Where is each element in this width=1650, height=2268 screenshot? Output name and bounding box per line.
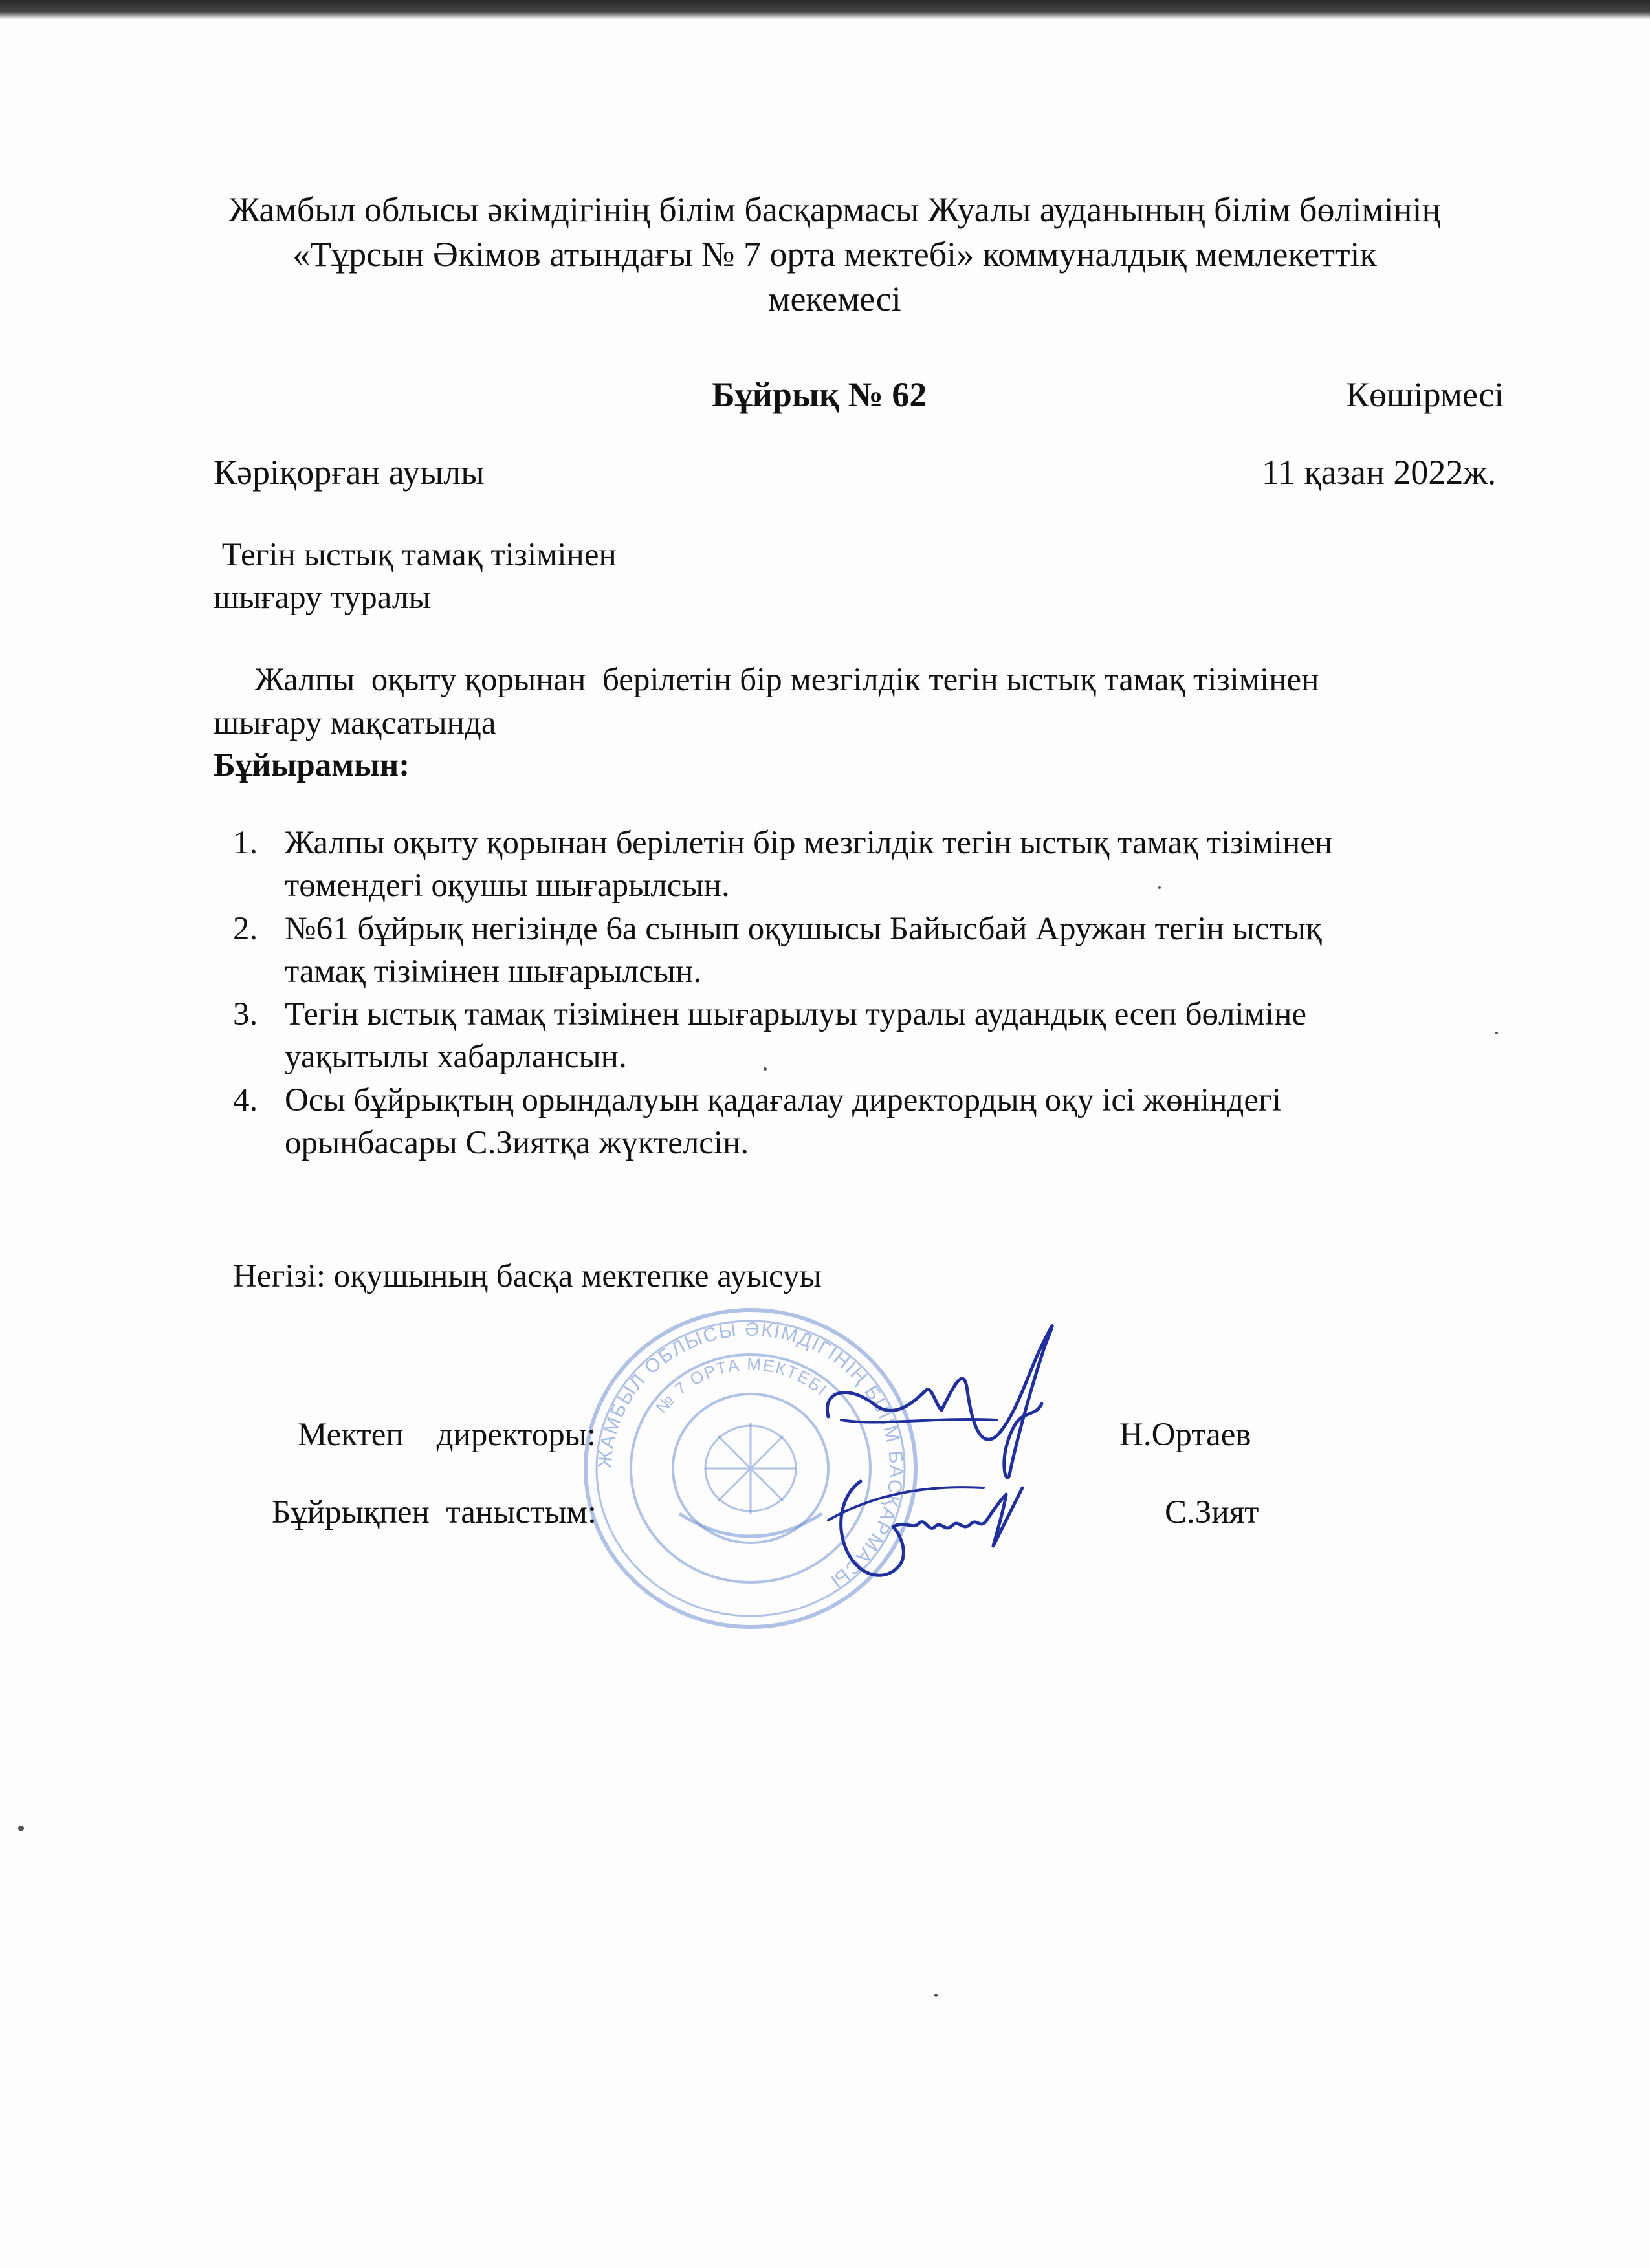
stamp-inner-text: № 7 ОРТА МЕКТЕБІ — [651, 1354, 832, 1417]
order-title: Бұйрық № 62 — [712, 375, 927, 414]
scan-speck — [18, 1826, 24, 1831]
item-line: тамақ тізімінен шығарылсын. — [285, 953, 702, 990]
stamp-ring-text: ЖАМБЫЛ ОБЛЫСЫ ӘКІМДІГІНІҢ БІЛІМ БАСҚАРМАСЫ — [594, 1318, 907, 1593]
director-label: Мектеп директоры: — [298, 1417, 597, 1453]
order-items — [214, 822, 1527, 1164]
copy-label: Көшірмесі — [1346, 375, 1504, 414]
command-heading: Бұйырамын: — [214, 747, 410, 783]
item-line: №61 бұйрық негізінде 6а сынып оқушысы Байысбай Аружан тегін ыстық — [285, 910, 1322, 947]
item-line: төмендегі оқушы шығарылсын. — [285, 867, 730, 904]
subject-line-1: Тегін ыстық тамақ тізімінен — [214, 537, 617, 573]
item-line: орынбасары С.Зиятқа жүктелсін. — [285, 1125, 749, 1162]
preamble-line-1: Жалпы оқыту қорынан берілетін бір мезгілдік тегін ыстық тамақ тізімінен — [214, 662, 1319, 698]
basis-note: Негізі: оқушының басқа мектепке ауысуы — [233, 1258, 822, 1294]
header-line-3: мекемесі — [768, 279, 901, 319]
item-line: Тегін ыстық тамақ тізімінен шығарылуы туралы аудандық есеп бөліміне — [285, 996, 1307, 1033]
item-number: 3. — [233, 996, 258, 1033]
preamble-line-2: шығару мақсатында — [214, 705, 496, 741]
item-line: Осы бұйрықтың орындалуын қадағалау директордың оқу ісі жөніндегі — [285, 1082, 1282, 1118]
acknowledged-label: Бұйрықпен таныстым: — [272, 1494, 597, 1531]
director-name: Н.Ортаев — [1119, 1417, 1251, 1453]
scan-speck — [934, 1994, 938, 1997]
list-item — [214, 822, 1527, 908]
organization-header — [194, 188, 1475, 322]
list-item — [214, 993, 1527, 1079]
list-item — [214, 908, 1527, 994]
subject-line-2: шығару туралы — [214, 580, 431, 616]
order-date: 11 қазан 2022ж. — [1262, 453, 1497, 492]
item-number: 1. — [233, 825, 258, 861]
acknowledgement-signature-icon — [815, 1456, 1035, 1598]
acknowledged-name: С.Зият — [1165, 1494, 1259, 1531]
list-item — [214, 1079, 1527, 1165]
place: Кәріқорған ауылы — [214, 453, 485, 492]
item-number: 2. — [233, 910, 258, 947]
header-line-2: «Тұрсын Әкімов атындағы № 7 орта мектебі» коммуналдық мемлекеттік — [292, 235, 1377, 274]
header-line-1: Жамбыл облысы әкімдігінің білім басқармасы Жуалы ауданының білім бөлімінің — [228, 190, 1441, 229]
scan-top-border — [0, 0, 1650, 19]
item-number: 4. — [233, 1082, 258, 1118]
item-line: уақытылы хабарлансын. — [285, 1039, 627, 1076]
item-line: Жалпы оқыту қорынан берілетін бір мезгілдік тегін ыстық тамақ тізімінен — [285, 825, 1333, 861]
